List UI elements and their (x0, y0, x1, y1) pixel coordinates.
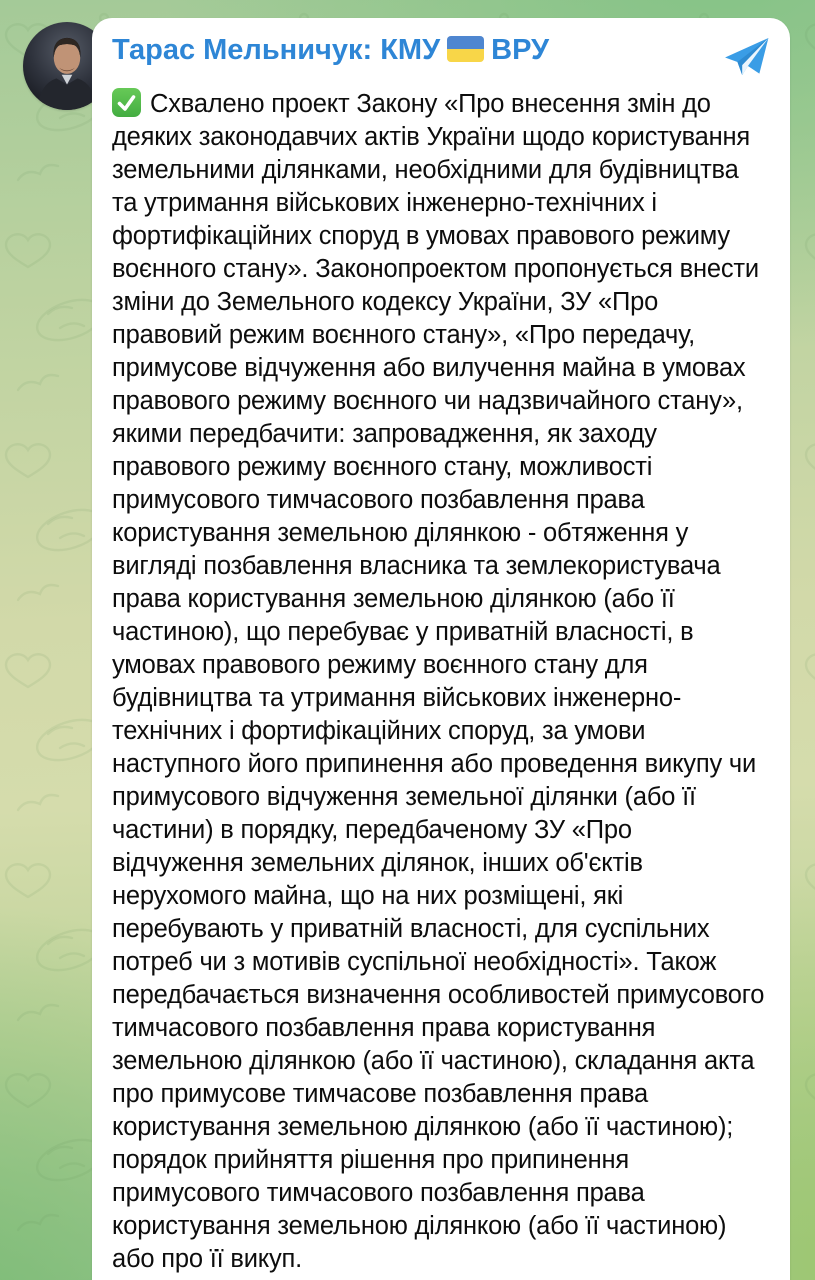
message-header (112, 33, 768, 77)
channel-name-suffix: ВРУ (491, 34, 550, 66)
telegram-paper-plane-icon[interactable] (723, 37, 770, 77)
message-text (112, 88, 768, 1276)
ukraine-flag-icon (447, 36, 484, 62)
check-mark-emoji (112, 88, 141, 117)
channel-name-prefix: Тарас Мельничук: КМУ (112, 34, 441, 66)
message-bubble (92, 18, 790, 1280)
channel-name[interactable] (112, 33, 549, 67)
message-text-content: Схвалено проект Закону «Про внесення змін до деяких законодавчих актів України щодо користування земельними ділянками, необхідними для будівництва та утримання військових інженерно-технічних і фортифікаційних споруд в умовах правового режиму воєнного стану». Законопроектом пропонується внести зміни до Земельного кодексу України, ЗУ «Про правовий режим воєнного стану», «Про передачу, примусове відчуження або вилучення майна в умовах правового режиму воєнного чи надзвичайного стану», якими передбачити: запровадження, як заходу правового режиму воєнного стану, можливості примусового тимчасового позбавлення права користування земельною ділянкою - обтяження у вигляді позбавлення власника та землекористувача права користування земельною ділянкою (або її частиною), що перебуває у приватній власності, в умовах правового режиму воєнного стану для будівництва та утримання військових інженерно-технічних і фортифікаційних споруд, за умови наступного його припинення або проведення викупу чи примусового відчуження земельної ділянки (або її частини) в порядку, передбаченому ЗУ «Про відчуження земельних ділянок, інших об'єктів нерухомого майна, що на них розміщені, які перебувають у приватній власності, для суспільних потреб чи з мотивів суспільної необхідності». Також передбачається визначення особливостей примусового тимчасового позбавлення права користування земельною ділянкою (або її частиною), складання акта про примусове тимчасове позбавлення права користування земельною ділянкою (або її частиною); порядок прийняття рішення про припинення примусового тимчасового позбавлення права користування земельною ділянкою (або її частиною) або про її викуп. (112, 90, 765, 1273)
